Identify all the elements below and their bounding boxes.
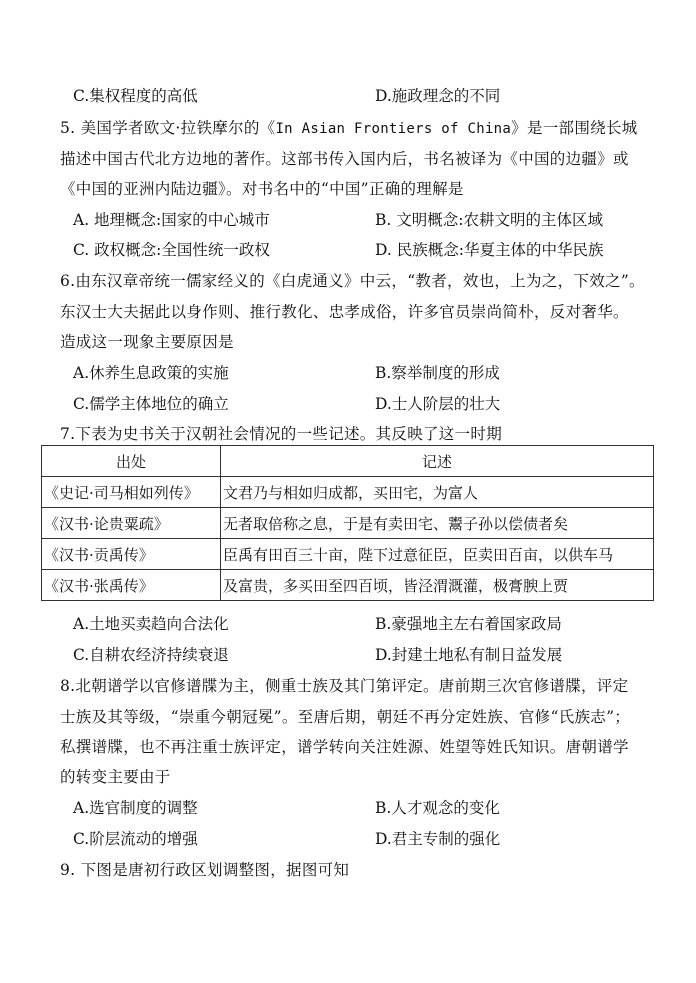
q8-stem-line4: 的转变主要由于 xyxy=(60,768,171,786)
q8-option-c: C.阶层流动的增强 xyxy=(73,830,198,848)
q5-book-title: In Asian Frontiers of China xyxy=(275,121,512,137)
q8-option-d: D.君主专制的强化 xyxy=(375,830,501,848)
table-row xyxy=(42,477,654,508)
q5-stem-part1: 5. 美国学者欧文·拉铁摩尔的《 xyxy=(60,119,276,137)
q7-table xyxy=(41,445,654,601)
table-row xyxy=(42,508,654,539)
q8-option-b: B.人才观念的变化 xyxy=(375,799,500,817)
q6-option-d: D.士人阶层的壮大 xyxy=(375,395,501,413)
table-cell-record: 文君乃与相如归成都，买田宅，为富人 xyxy=(221,477,654,508)
q7-stem: 7.下表为史书关于汉朝社会情况的一些记述。其反映了这一时期 xyxy=(60,425,502,443)
q4-option-d: D.施政理念的不同 xyxy=(375,87,501,105)
q7-option-b: B.豪强地主左右着国家政局 xyxy=(375,615,562,633)
q8-stem-line3: 私撰谱牒，也不再注重士族评定，谱学转向关注姓源、姓望等姓氏知识。唐朝谱学 xyxy=(60,738,629,756)
q5-stem-line3: 《中国的亚洲内陆边疆》。对书名中的“中国”正确的理解是 xyxy=(60,180,464,198)
q5-option-a: A. 地理概念:国家的中心城市 xyxy=(73,211,270,229)
table-cell-source: 《汉书·张禹传》 xyxy=(42,570,221,601)
q6-stem-line2: 东汉士大夫据此以身作则、推行教化、忠孝成俗，许多官员崇尚简朴，反对奢华。 xyxy=(60,303,629,321)
q6-stem-line3: 造成这一现象主要原因是 xyxy=(60,333,234,351)
table-header-record: 记述 xyxy=(221,446,654,477)
q8-stem-line2: 士族及其等级，“崇重今朝冠冕”。至唐后期，朝廷不再分定姓族、官修“氏族志”； xyxy=(60,708,631,726)
table-cell-record: 臣禹有田百三十亩，陛下过意征臣，臣卖田百亩，以供车马 xyxy=(221,539,654,570)
q6-stem-line1: 6.由东汉章帝统一儒家经义的《白虎通义》中云，“教者，效也，上为之，下效之”。 xyxy=(60,272,645,290)
q8-stem-line1: 8.北朝谱学以官修谱牒为主，侧重士族及其门第评定。唐前期三次官修谱牒，评定 xyxy=(60,677,629,695)
q6-option-a: A.休养生息政策的实施 xyxy=(73,364,229,382)
table-header-row xyxy=(42,446,654,477)
q4-option-c: C.集权程度的高低 xyxy=(73,87,198,105)
q6-option-b: B.察举制度的形成 xyxy=(375,364,500,382)
table-row xyxy=(42,570,654,601)
table-cell-source: 《史记·司马相如列传》 xyxy=(42,477,221,508)
table-header-source: 出处 xyxy=(42,446,221,477)
q5-option-b: B. 文明概念:农耕文明的主体区域 xyxy=(375,211,603,229)
table-cell-record: 及富贵，多买田至四百顷，皆泾渭溉灌，极膏腴上贾 xyxy=(221,570,654,601)
table-cell-source: 《汉书·贡禹传》 xyxy=(42,539,221,570)
table-cell-source: 《汉书·论贵粟疏》 xyxy=(42,508,221,539)
q5-stem-line2: 描述中国古代北方边地的著作。这部书传入国内后，书名被译为《中国的边疆》或 xyxy=(60,150,629,168)
q5-option-d: D. 民族概念:华夏主体的中华民族 xyxy=(375,241,604,259)
q6-option-c: C.儒学主体地位的确立 xyxy=(73,395,229,413)
table-cell-record: 无者取倍称之息，于是有卖田宅、鬻子孙以偿债者矣 xyxy=(221,508,654,539)
table-row xyxy=(42,539,654,570)
q8-option-a: A.选官制度的调整 xyxy=(73,799,198,817)
q5-stem-line1 xyxy=(60,116,638,138)
q5-stem-part2: 》是一部围绕长城 xyxy=(511,119,638,137)
q7-option-a: A.土地买卖趋向合法化 xyxy=(73,615,229,633)
q7-option-c: C.自耕农经济持续衰退 xyxy=(73,646,229,664)
q7-option-d: D.封建土地私有制日益发展 xyxy=(375,646,563,664)
q5-option-c: C. 政权概念:全国性统一政权 xyxy=(73,241,270,259)
q9-stem: 9. 下图是唐初行政区划调整图，据图可知 xyxy=(60,861,350,879)
